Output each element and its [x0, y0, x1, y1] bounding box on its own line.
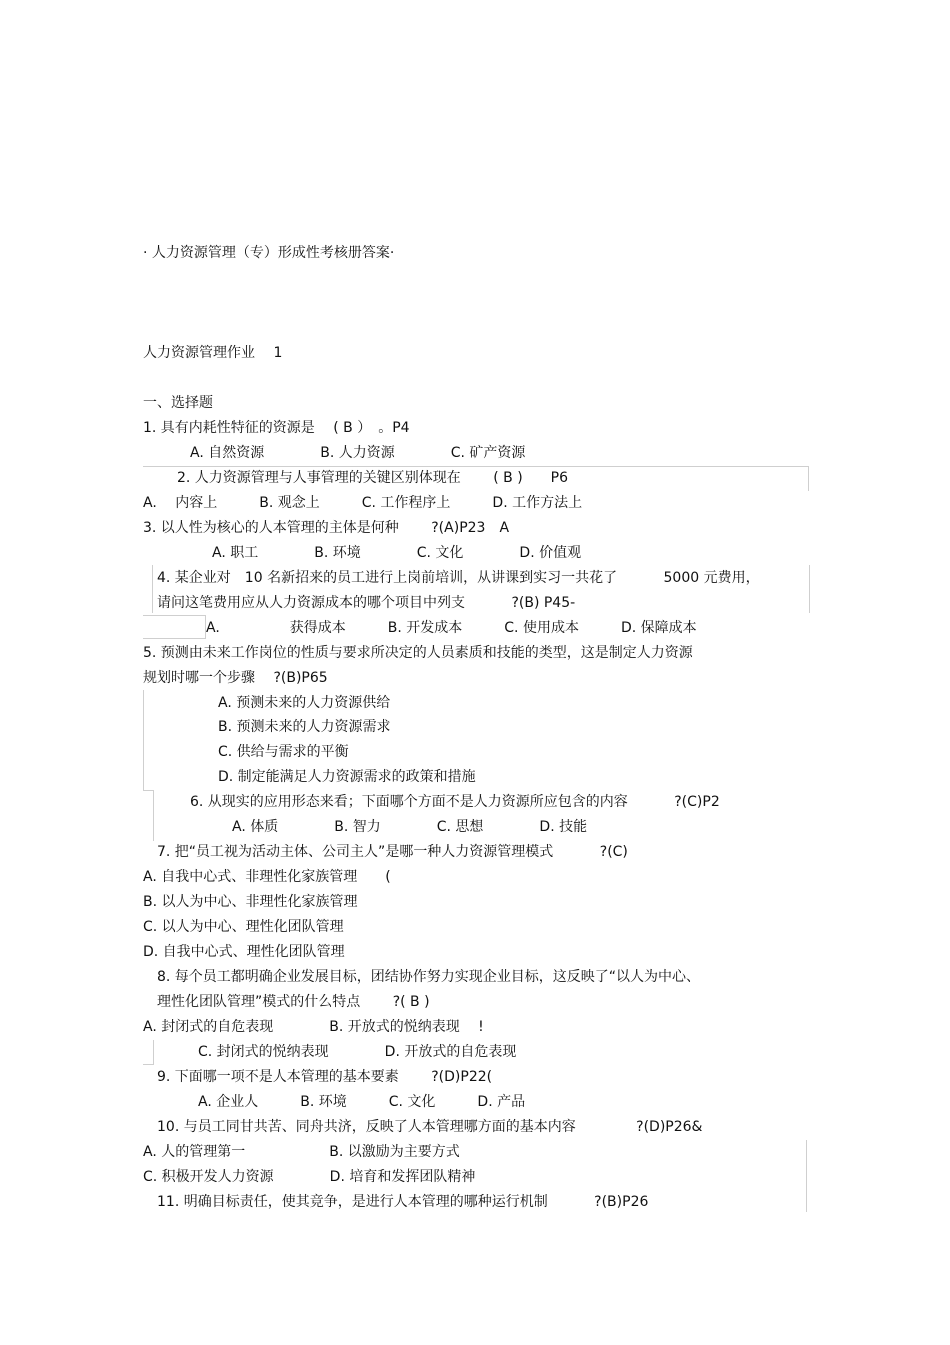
frame-line — [806, 1140, 808, 1212]
question-5-option-d: D. 制定能满足人力资源需求的政策和措施 — [218, 769, 476, 785]
question-8-options-cd: C. 封闭式的悦纳表现 D. 开放式的自危表现 — [198, 1044, 517, 1060]
question-6-options: A. 体质 B. 智力 C. 思想 D. 技能 — [232, 819, 588, 835]
question-5-option-b: B. 预测未来的人力资源需求 — [218, 719, 391, 735]
assignment-title: 人力资源管理作业 1 — [143, 345, 283, 361]
question-10: 10. 与员工同甘共苦、同舟共济，反映了人本管理哪方面的基本内容 ?(D)P26& — [157, 1119, 703, 1135]
question-8: 8. 每个员工都明确企业发展目标，团结协作努力实现企业目标，这反映了“以人为中心、 — [157, 969, 701, 985]
question-7: 7. 把“员工视为活动主体、公司主人”是哪一种人力资源管理模式 ?(C) — [157, 844, 628, 860]
question-2-options: A. 内容上 B. 观念上 C. 工作程序上 D. 工作方法上 — [143, 495, 583, 511]
question-4: 4. 某企业对 10 名新招来的员工进行上岗前培训，从讲课到实习一共花了 5000 元费用， — [157, 570, 760, 586]
question-3-options: A. 职工 B. 环境 C. 文化 D. 价值观 — [212, 545, 582, 561]
question-5-option-a: A. 预测未来的人力资源供给 — [218, 695, 391, 711]
frame-line — [143, 690, 145, 790]
question-3: 3. 以人性为核心的人本管理的主体是何种 ?(A)P23 A — [143, 520, 510, 536]
question-10-options-cd: C. 积极开发人力资源 D. 培育和发挥团队精神 — [143, 1169, 476, 1185]
question-4-cont: 请问这笔费用应从人力资源成本的哪个项目中列支 ?(B) P45- — [157, 595, 576, 611]
question-7-option-d: D. 自我中心式、理性化团队管理 — [143, 944, 345, 960]
question-5: 5. 预测由未来工作岗位的性质与要求所决定的人员素质和技能的类型，这是制定人力资源 — [143, 645, 693, 661]
question-11: 11. 明确目标责任，使其竞争，是进行人本管理的哪种运行机制 ?(B)P26 — [157, 1194, 649, 1210]
question-9: 9. 下面哪一项不是人本管理的基本要素 ?(D)P22( — [157, 1069, 493, 1085]
question-10-options-ab: A. 人的管理第一 B. 以激励为主要方式 — [143, 1144, 460, 1160]
question-8-cont: 理性化团队管理”模式的什么特点 ?( B ) — [157, 994, 430, 1010]
question-7-option-a: A. 自我中心式、非理性化家族管理 ( — [143, 869, 391, 885]
question-7-option-b: B. 以人为中心、非理性化家族管理 — [143, 894, 358, 910]
question-2: 2. 人力资源管理与人事管理的关键区别体现在 ( B ) P6 — [177, 470, 569, 486]
question-9-options: A. 企业人 B. 环境 C. 文化 D. 产品 — [198, 1094, 526, 1110]
question-4-options: A. 获得成本 B. 开发成本 C. 使用成本 D. 保障成本 — [206, 620, 697, 636]
question-1: 1. 具有内耗性特征的资源是 ( B ） 。P4 — [143, 420, 410, 436]
question-5-cont: 规划时哪一个步骤 ?(B)P65 — [143, 670, 328, 686]
frame-line — [143, 1040, 154, 1065]
frame-line — [143, 790, 154, 841]
question-6: 6. 从现实的应用形态来看；下面哪个方面不是人力资源所应包含的内容 ?(C)P2 — [190, 794, 720, 810]
question-8-options-ab: A. 封闭式的自危表现 B. 开放式的悦纳表现 ! — [143, 1019, 484, 1035]
section-title: 一、选择题 — [143, 395, 213, 411]
question-5-option-c: C. 供给与需求的平衡 — [218, 744, 349, 760]
document-header: · 人力资源管理（专）形成性考核册答案· — [143, 245, 395, 261]
question-1-options: A. 自然资源 B. 人力资源 C. 矿产资源 — [190, 445, 526, 461]
question-7-option-c: C. 以人为中心、理性化团队管理 — [143, 919, 344, 935]
frame-line — [143, 615, 206, 639]
